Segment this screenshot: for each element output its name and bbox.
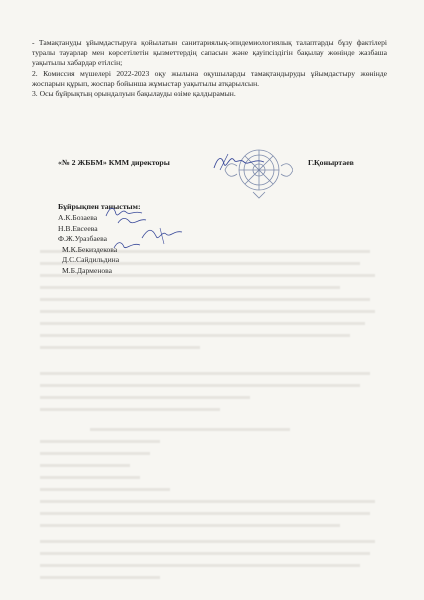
list-item: Ф.Ж.Уразбаева	[58, 234, 107, 244]
acknowledgement-list	[58, 213, 119, 277]
order-body-text	[32, 38, 387, 99]
list-item: А.К.Бозаева	[58, 213, 98, 222]
paragraph-3: 3. Осы бұйрықтың орындалуын бақылауды өзіме қалдырамын.	[32, 89, 236, 99]
acknowledgement-title: Бұйрықпен таныстым:	[58, 202, 141, 211]
signature-row	[58, 158, 408, 167]
paragraph-1: - Тамақтануды ұйымдастыруға қойылатын санитариялық-эпидемиологиялық талаптарды бұзу фактілері туралы тауарлар мен көрсетілетін қызметтердің сапасын және қауіпсіздігін бақылау жөнінде жазбаша уақытылы хабардар етілсін;	[32, 38, 387, 68]
handwritten-signature-icon	[140, 224, 184, 246]
handwritten-signature-icon	[112, 238, 142, 252]
list-item: М.Б.Дарменова	[62, 265, 113, 275]
list-item: Д.С.Сайдильдина	[62, 255, 120, 265]
director-name: Г.Қоныртаев	[308, 158, 354, 167]
paragraph-2: 2. Комиссия мүшелері 2022-2023 оқу жылына оқушыларды тамақтандыруды ұйымдастыру жөнінде жоспарын құрып, жоспар бойынша жұмыстар уақытылы атқарылсын.	[32, 68, 387, 88]
director-position: «№ 2 ЖББМ» КММ директоры	[58, 158, 170, 167]
list-item: М.К.Бекиздекова	[62, 244, 118, 254]
list-item: Н.В.Евсеева	[58, 223, 98, 233]
